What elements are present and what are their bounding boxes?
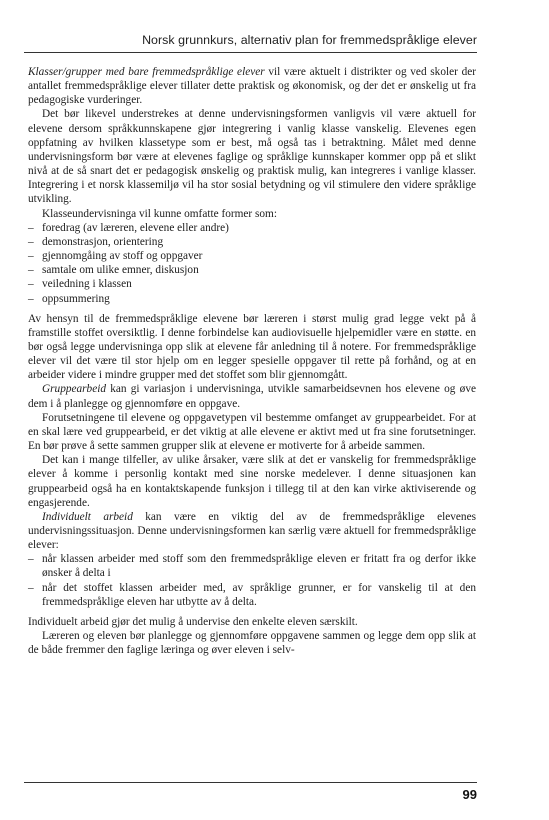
individual-work-list (28, 552, 476, 609)
header-rule (24, 52, 477, 53)
running-header: Norsk grunnkurs, alternativ plan for fremmedspråklige elever (142, 33, 477, 47)
paragraph-classes (28, 65, 476, 107)
paragraph-class-forms-intro: Klasseundervisninga vil kunne omfatte former som: (42, 207, 277, 220)
paragraph-presentation: Av hensyn til de fremmedspråklige elevene bør læreren i størst mulig grad legge vekt på å framstille stoffet oversiktlig. I denne forbindelse kan audiovisuelle hjelpemidler være en støtte. en bør også legge undervisninga opp slik at elevene får anledning til å notere. For fremmedspråklige elever vil det være til stor hjelp om en legger spesielle oppgaver til rette på forhånd, og at en arbeider videre i mindre grupper med det stoffet som blir gjennomgått. (28, 312, 476, 382)
list-item: – demonstrasjon, orientering (28, 235, 476, 249)
paragraph-individual-work (28, 510, 476, 552)
paragraph-individual-teaching: Individuelt arbeid gjør det mulig å undervise den enkelte eleven særskilt. (28, 615, 358, 628)
page-number: 99 (462, 787, 477, 802)
paragraph-planning: Læreren og eleven bør planlegge og gjennomføre oppgavene sammen og legge dem opp slik at de både fremmer den faglige læringa og øver eleven i selv- (28, 630, 476, 657)
list-item: – veiledning i klassen (28, 277, 476, 291)
list-item: – gjennomgåing av stoff og oppgaver (28, 249, 476, 263)
paragraph-contact: Det kan i mange tilfeller, av ulike årsaker, være slik at det er vanskelig for fremmedspråklige elever å komme i personlig kontakt med sine norske medelever. I denne situasjonen kan gruppearbeid også ha en kontaktskapende funksjon i tillegg til at den kan virke aktiviserende og engasjerende. (28, 454, 476, 509)
list-item: – når klassen arbeider med stoff som den fremmedspråklige eleven er fritatt fra og derfor ikke ønsker å delta i (28, 552, 476, 580)
list-item: – oppsummering (28, 292, 476, 306)
paragraph-integration: Det bør likevel understrekes at denne undervisningsformen vanligvis vil være aktuell for elevene dersom språkkunnskapene gjør integrering i vanlig klasse vanskelig. Elevenes egen oppfatning av hvilken klassetype som er best, må også tas i betraktning. Målet med denne undervisningsform bør være at elevenes faglige og språklige kunnskaper kommer opp på et slikt nivå at de så snart det er pedagogisk ønskelig og praktisk mulig, kan integreres i vanlige klasser. Integrering i et norsk klassemiljø vil ha stor sosial betydning og vil stimulere den videre språklige utvikling. (28, 108, 476, 206)
paragraph-group-work (28, 382, 476, 410)
list-item: – foredrag (av læreren, elevene eller andre) (28, 221, 476, 235)
term-group-work: Gruppearbeid (42, 383, 107, 396)
paragraph-group-prerequisites: Forutsetningene til elevene og oppgavetypen vil bestemme omfanget av gruppearbeidet. For at en skal lære ved gruppearbeid, er det viktig at alle elevene er aktivt med ut fra sine forutsetninger. En bør prøve å sette sammen grupper slik at elevene er motiverte for å arbeide sammen. (28, 411, 476, 453)
paragraph-group-work-text: kan gi variasjon i undervisninga, utvikle samarbeidsevnen hos elevene og øve dem i å planlegge og gjennomføre en oppgave. (28, 383, 476, 410)
term-classes: Klasser/grupper med bare fremmedspråklige elever (28, 66, 265, 78)
term-individual-work: Individuelt arbeid (42, 510, 133, 523)
footer-rule (24, 782, 477, 783)
body-text (28, 65, 476, 657)
list-item: – når det stoffet klassen arbeider med, av språklige grunner, er for vanskelig til at den fremmedspråklige eleven har utbytte av å delta. (28, 581, 476, 609)
class-forms-list (28, 221, 476, 306)
paragraph-individual-work-text: kan være en viktig del av de fremmedspråklige elevenes undervisningssituasjon. Denne undervisningsformen kan særlig være aktuell for fremmedspråklige elever: (28, 510, 476, 552)
paragraph-classes-text: vil være aktuelt i distrikter og ved skoler der antallet fremmedspråklige elever tillater dette praktisk og økonomisk, og der det er ønskelig ut fra pedagogiske vurderinger. (28, 66, 476, 107)
list-item: – samtale om ulike emner, diskusjon (28, 263, 476, 277)
